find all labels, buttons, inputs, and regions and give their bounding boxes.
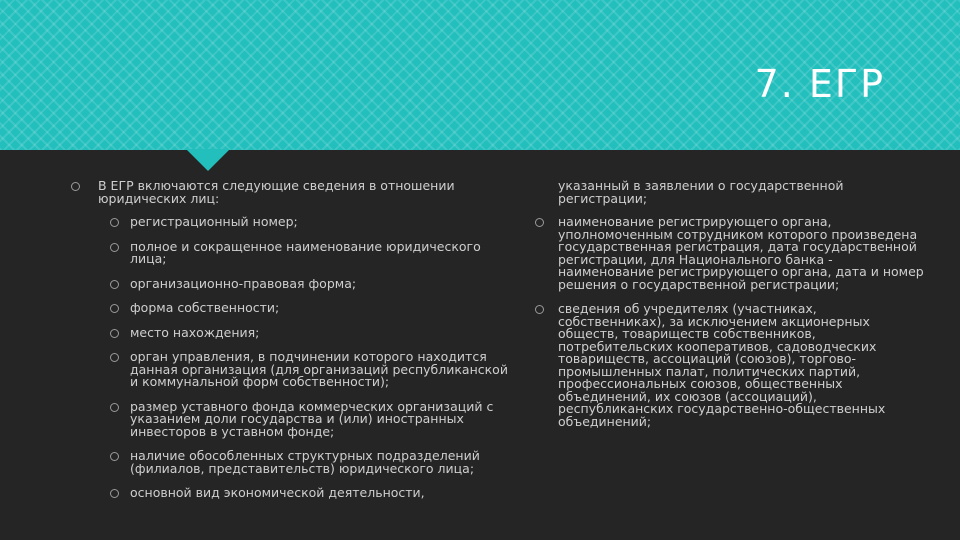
circle-bullet-icon (110, 329, 119, 338)
right-column (535, 180, 925, 428)
list-item-text: основной вид экономической деятельности, (130, 485, 425, 500)
circle-bullet-icon (110, 243, 119, 252)
list-item-text: размер уставного фонда коммерческих организаций с указанием доли государства и (или) иностранных инвесторов в уставном фонде; (130, 398, 494, 439)
list-item (535, 216, 925, 291)
slide-title: 7. ЕГР (754, 62, 885, 106)
list-item (70, 275, 510, 291)
list-item (70, 487, 510, 500)
circle-bullet-icon (110, 218, 119, 227)
circle-bullet-icon (535, 218, 544, 227)
circle-bullet-icon (71, 182, 80, 191)
list-item-text: полное и сокращенное наименование юридического лица; (130, 238, 481, 266)
circle-bullet-icon (110, 489, 119, 498)
list-item (70, 450, 510, 475)
list-item (70, 324, 510, 340)
list-item-text: место нахождения; (130, 324, 260, 340)
list-item (70, 398, 510, 439)
list-item (70, 351, 510, 389)
circle-bullet-icon (110, 403, 119, 412)
list-item-text: сведения об учредителях (участниках, собственниках), за исключением акционерных обществ, товариществ собственников, потребительских кооперативов, садоводческих товариществ, ассоциаций (союзов), торгово-промышленных палат, политических партий, профессиональных союзов, общественных объединений, их союзов (ассоциаций), республиканских государственно-общественных объединений; (558, 301, 886, 429)
list-item (70, 302, 510, 315)
list-item-text: регистрационный номер; (130, 214, 298, 229)
continuation-text: указанный в заявлении о государственной регистрации; (558, 178, 844, 206)
list-item (535, 303, 925, 428)
list-item (70, 238, 510, 266)
list-item-text: форма собственности; (130, 300, 280, 315)
list-item-text: организационно-правовая форма; (130, 275, 357, 291)
list-item-text: наличие обособленных структурных подразделений (филиалов, представительств) юридического лица; (130, 448, 480, 476)
intro-item (70, 180, 510, 205)
left-column (70, 180, 510, 500)
list-item-text: орган управления, в подчинении которого находится данная организация (для организаций республиканской и коммунальной форм собственности); (130, 349, 508, 389)
banner-notch (186, 149, 230, 171)
circle-bullet-icon (110, 280, 119, 289)
circle-bullet-icon (110, 353, 119, 362)
list-item-text: наименование регистрирующего органа, уполномоченным сотрудником которого произведена государственная регистрация, дата государственной регистрации, для Национального банка - наименование регистрирующего органа, дата и номер решения о государственной регистрации; (558, 214, 924, 292)
list-item (70, 216, 510, 229)
circle-bullet-icon (110, 452, 119, 461)
circle-bullet-icon (535, 305, 544, 314)
intro-text: В ЕГР включаются следующие сведения в отношении юридических лиц: (98, 178, 455, 206)
circle-bullet-icon (110, 304, 119, 313)
